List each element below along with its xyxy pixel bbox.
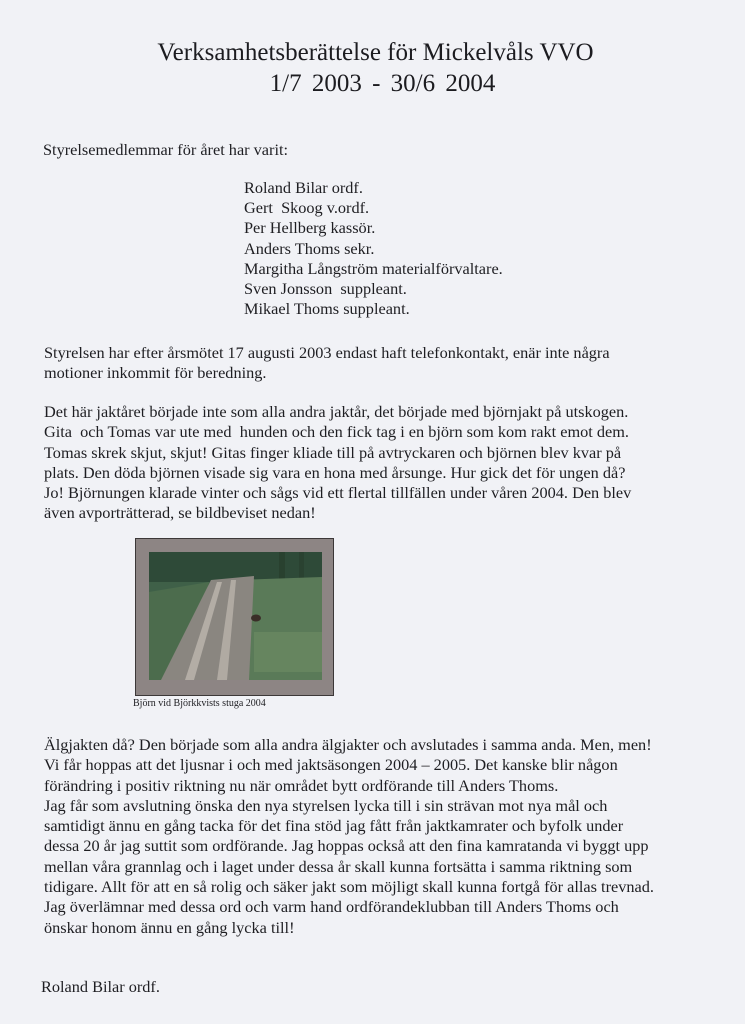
text-line: tidigare. Allt för att en så rolig och säker jakt som möjligt skall kunna fortgå för allas trevnad. [44,877,654,897]
board-member: Mikael Thoms suppleant. [244,299,410,319]
text-line: även avporträtterad, se bildbeviset nedan! [44,503,316,523]
board-member-list [244,178,503,319]
board-intro: Styrelsemedlemmar för året har varit: [43,140,289,159]
paragraph-board-meetings [44,343,610,384]
bear-photo [149,552,322,680]
forest-road-image [149,552,322,680]
text-line: Tomas skrek skjut, skjut! Gitas finger kliade till på avtryckaren och björnen blev kvar på [44,442,622,462]
bear-photo-frame [135,538,334,696]
document-title-line-1: Verksamhetsberättelse för Mickelvåls VVO [157,39,594,66]
dark-treeline [149,552,322,582]
text-line: Gita och Tomas var ute med hunden och den fick tag i en björn som kom rakt emot dem. [44,422,629,442]
text-line: Jo! Björnungen klarade vinter och sågs vid ett flertal tillfällen under våren 2004. Den blev [44,483,632,503]
text-line: Styrelsen har efter årsmötet 17 augusti 2003 endast haft telefonkontakt, enär inte några [44,343,610,362]
text-line: förändring i positiv riktning nu när området bytt ordförande till Anders Thoms. [44,775,559,795]
board-member: Per Hellberg kassör. [244,218,376,238]
paragraph-moose-hunt-and-farewell [44,735,654,938]
board-member: Gert Skoog v.ordf. [244,198,370,218]
text-line: dessa 20 år jag suttit som ordförande. Jag hoppas också att den fina kamratanda vi byggt upp [44,836,649,856]
document-title-line-2: 1/7 2003 - 30/6 2004 [269,70,496,97]
photo-caption: Björn vid Björkkvists stuga 2004 [133,698,266,709]
text-line: plats. Den döda björnen visade sig vara en hona med årsunge. Hur gick det för ungen då? [44,462,626,482]
paragraph-bear-hunt [44,402,631,524]
board-member: Anders Thoms sekr. [244,238,375,258]
text-line: Älgjakten då? Den började som alla andra älgjakter och avslutades i samma anda. Men, men! [44,735,652,754]
text-line: mellan våra grannlag och i laget under dessa år skall kunna fortsätta i samma riktning som [44,856,633,876]
text-line: Det här jaktåret började inte som alla andra jaktår, det började med björnjakt på utskogen. [44,402,629,421]
board-member: Margitha Långström materialförvaltare. [244,258,503,278]
board-member: Sven Jonsson suppleant. [244,279,407,299]
text-line: önskar honom ännu en gång lycka till! [44,917,295,937]
bear-cub [251,615,261,622]
text-line: samtidigt ännu en gång tacka för det fina stöd jag fått från jaktkamrater och byfolk under [44,816,624,836]
text-line: motioner inkommit för beredning. [44,363,267,383]
grass-patch [254,632,322,672]
text-line: Vi får hoppas att det ljusnar i och med jaktsäsongen 2004 – 2005. Det kanske blir någon [44,755,618,775]
text-line: Jag överlämnar med dessa ord och varm hand ordförandeklubban till Anders Thoms och [44,897,619,917]
board-member: Roland Bilar ordf. [244,178,363,197]
text-line: Jag får som avslutning önska den nya styrelsen lycka till i sin strävan mot nya mål och [44,795,608,815]
signature: Roland Bilar ordf. [41,977,160,996]
